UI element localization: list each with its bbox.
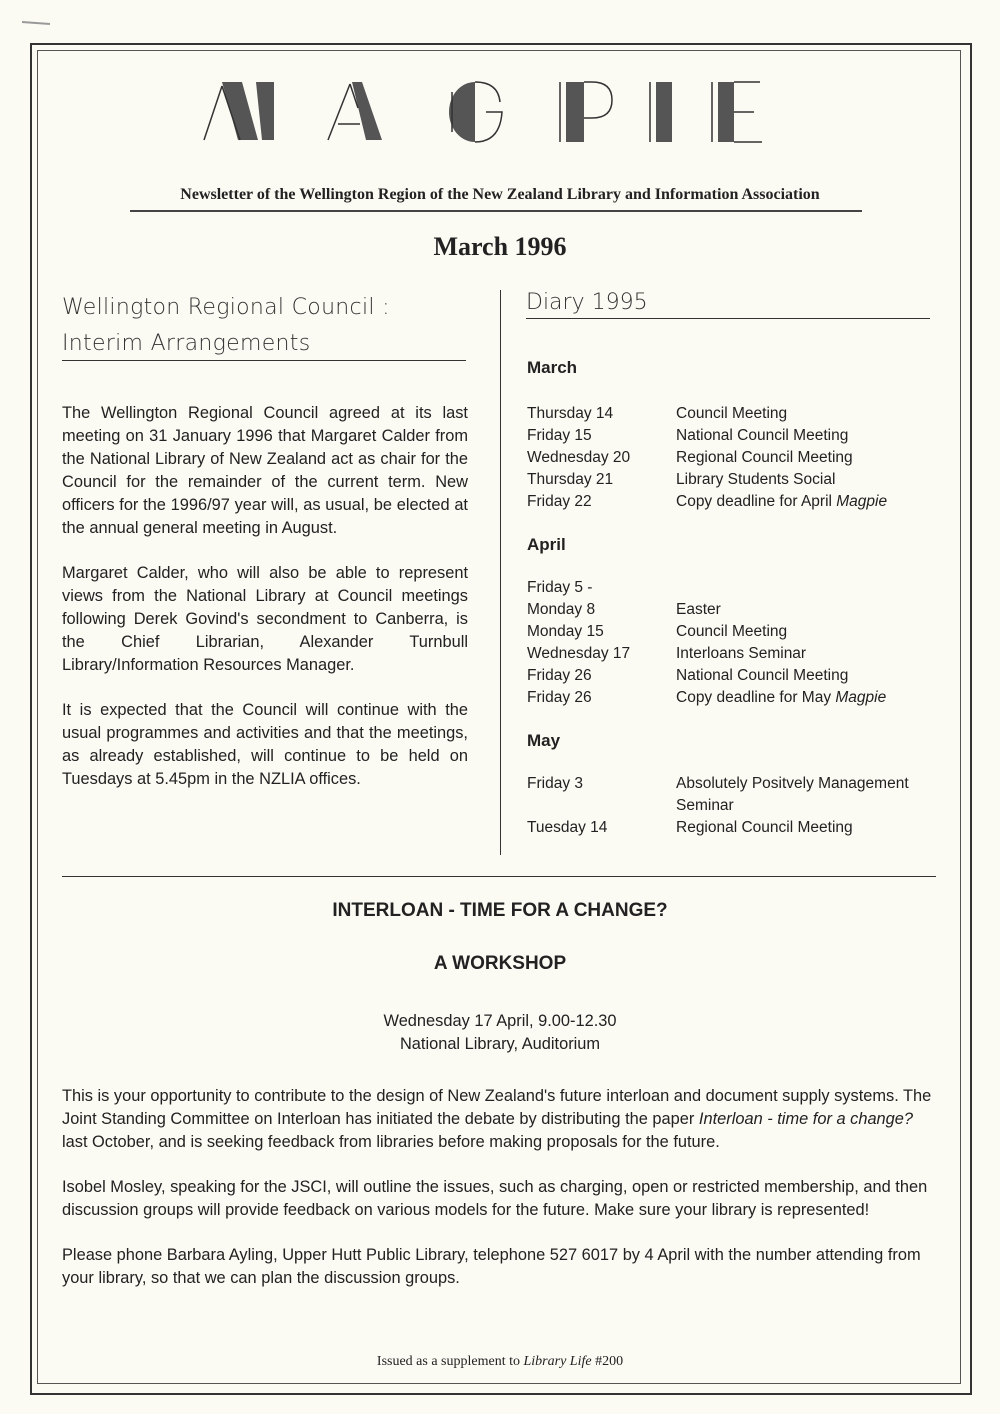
entry-date: Friday 3: [527, 775, 583, 792]
logo-letter-e: [712, 82, 762, 142]
diary-month-april: April: [527, 535, 566, 554]
logo-letter-a: [328, 82, 382, 140]
article-heading-line1: Wellington Regional Council :: [62, 295, 390, 320]
workshop-title: INTERLOAN - TIME FOR A CHANGE?: [332, 900, 668, 921]
entry-event-italic: Magpie: [835, 689, 887, 706]
article-paragraph: The Wellington Regional Council agreed at its last meeting on 31 January 1996 that Margaret Calder from the National Library of New Zealand act as chair for the Council for the remainder of the current term. New officers for the 1996/97 year will, as usual, be elected at the annual general meeting in August.: [62, 404, 468, 537]
diary-entry: [527, 469, 937, 491]
newsletter-subtitle: Newsletter of the Wellington Region of the New Zealand Library and Information Association: [180, 186, 820, 203]
entry-event: Council Meeting: [676, 623, 788, 640]
entry-date: Thursday 21: [527, 471, 614, 488]
diary-entry: [527, 403, 937, 425]
diary-entry: [527, 817, 937, 839]
masthead-logo: [0, 78, 1000, 158]
entry-event: Absolutely Positvely Management Seminar: [676, 775, 909, 814]
entry-event: National Council Meeting: [676, 427, 849, 444]
diary-entry: [527, 687, 937, 709]
diary-entry: [527, 773, 937, 817]
entry-event: Council Meeting: [676, 405, 788, 422]
entry-date: Wednesday 20: [527, 449, 631, 466]
diary-heading-rule: [526, 318, 930, 319]
entry-event: [676, 687, 937, 709]
entry-event: Easter: [676, 601, 721, 618]
entry-date: Friday 26: [527, 689, 592, 706]
entry-event-text: Copy deadline for May: [676, 689, 836, 706]
entry-date: Friday 26: [527, 667, 592, 684]
diary-entry: [527, 425, 937, 447]
footer-note: [0, 1354, 1000, 1370]
entry-event: [676, 577, 937, 599]
section-rule: [62, 876, 936, 877]
workshop-paragraph: Isobel Mosley, speaking for the JSCI, will outline the issues, such as charging, open or restricted membership, and then discussion groups will provide feedback on various models for the future. Make sure your library is represented!: [62, 1178, 928, 1219]
paper-clip-mark: [22, 21, 50, 25]
article-body: [62, 402, 468, 813]
workshop-paragraph: Please phone Barbara Ayling, Upper Hutt Public Library, telephone 527 6017 by 4 April with the number attending from your library, so that we can plan the discussion groups.: [62, 1246, 921, 1287]
entry-date: Monday 15: [527, 623, 604, 640]
entry-event: [676, 491, 937, 513]
entry-date: Friday 5 -: [527, 579, 593, 596]
entry-event: Interloans Seminar: [676, 645, 807, 662]
diary-entry: [527, 665, 937, 687]
article-heading-rule: [62, 360, 466, 361]
article-paragraph: It is expected that the Council will continue with the usual programmes and activities and that the meetings, as already established, will continue to be held on Tuesdays at 5.45pm in the NZLIA offices.: [62, 701, 468, 788]
workshop-details: [0, 1010, 1000, 1056]
entry-event: Regional Council Meeting: [676, 819, 853, 836]
workshop-subtitle: A WORKSHOP: [433, 953, 567, 974]
workshop-where: National Library, Auditorium: [399, 1035, 601, 1053]
diary-entry: [527, 643, 937, 665]
column-divider: [500, 290, 501, 855]
subtitle-rule: [130, 210, 862, 212]
diary-entry: [527, 447, 937, 469]
diary-entry: [527, 621, 937, 643]
diary-entry: [527, 599, 937, 621]
article-heading: [62, 290, 482, 362]
diary-month-march: March: [527, 358, 578, 377]
diary-month-may: May: [527, 731, 561, 750]
footer-text: Issued as a supplement to: [376, 1354, 524, 1369]
entry-date: Wednesday 17: [527, 645, 631, 662]
entry-date: Friday 15: [527, 427, 592, 444]
entry-event: Library Students Social: [676, 471, 836, 488]
entry-event-text: Copy deadline for April: [676, 493, 837, 510]
diary-heading: Diary 1995: [526, 290, 648, 315]
footer-issue-number: #200: [591, 1354, 624, 1369]
workshop-text: last October, and is seeking feedback from libraries before making proposals for the future.: [62, 1133, 720, 1151]
article-paragraph: Margaret Calder, who will also be able to represent views from the National Library at Council meetings following Derek Govind's secondment to Canberra, is the Chief Librarian, Alexander Turnbull Library/Information Resources Manager.: [62, 564, 468, 674]
logo-letter-g: [449, 82, 502, 142]
entry-date: Tuesday 14: [527, 819, 608, 836]
article-heading-line2: Interim Arrangements: [62, 331, 311, 356]
entry-date: Monday 8: [527, 601, 596, 618]
paper-title: Interloan - time for a change?: [698, 1110, 914, 1128]
workshop-paragraph: [62, 1085, 938, 1154]
entry-event: Regional Council Meeting: [676, 449, 853, 466]
entry-date: Friday 22: [527, 493, 592, 510]
diary-entry: [527, 577, 937, 599]
issue-date: March 1996: [433, 232, 567, 261]
logo-letter-i: [650, 82, 672, 142]
entry-event: National Council Meeting: [676, 667, 849, 684]
workshop-text: This is your opportunity to contribute to the design of New Zealand's future interloan and document supply systems. The Joint Standing Committee on Interloan has initiated the debate by distributing the paper: [62, 1087, 932, 1128]
workshop-when: Wednesday 17 April, 9.00-12.30: [383, 1012, 617, 1030]
entry-event-italic: Magpie: [836, 493, 888, 510]
workshop-body: [62, 1085, 938, 1312]
logo-letter-m: [204, 82, 274, 140]
magpie-logo: [200, 78, 800, 158]
diary-list: [527, 358, 937, 839]
diary-entry: [527, 491, 937, 513]
footer-publication: Library Life: [523, 1354, 592, 1369]
entry-date: Thursday 14: [527, 405, 614, 422]
logo-letter-p: [560, 82, 612, 142]
